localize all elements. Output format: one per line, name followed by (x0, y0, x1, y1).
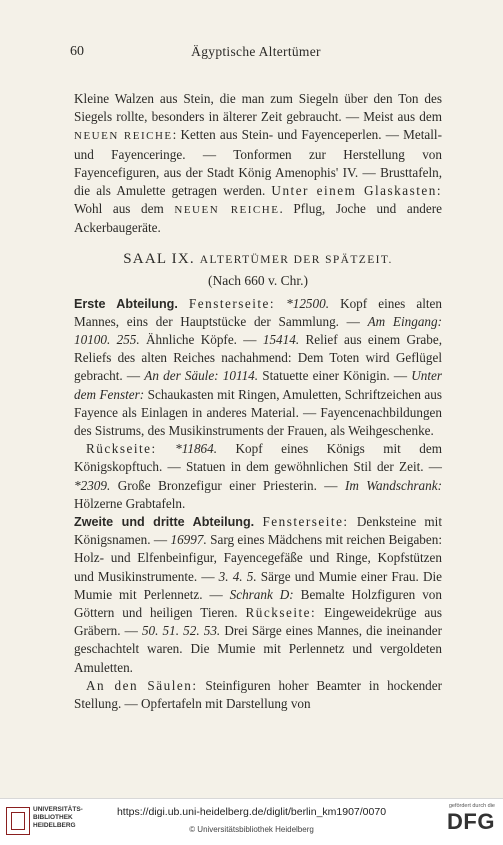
funder-note: gefördert durch die (448, 803, 495, 809)
viewer-footer (0, 798, 503, 845)
paragraph-first-division: Erste Abteilung. Fensterseite: *12500. Kopf eines alten Mannes, eins der Hauptstücke der Sammlung. — Am Eingang: 10100. 255. Ähnliche Köpfe. — 15414. Relief aus einem Grabe, Reliefs des alten Reiches nachahmend: Dem Toten wird Geflügel gebracht. — An der Säule: 10114. Statuette einer Königin. — Unter dem Fenster: Schaukasten mit Ringen, Amuletten, Schriftzeichen aus Fayence als Einlagen in anderes Material. — Fayencenachbildungen des Sistrums, des Musikinstruments der Frauen, als Weihgeschenke. (74, 295, 443, 439)
copyright-notice: © Universitätsbibliothek Heidelberg (189, 825, 314, 834)
permalink-url[interactable]: https://digi.ub.uni-heidelberg.de/diglit/berlin_km1907/0070 (116, 806, 387, 818)
running-title: Ägyptische Altertümer (191, 44, 321, 59)
dfg-logo[interactable] (433, 803, 495, 841)
saal-title: SAAL IX. (123, 250, 195, 267)
library-logo-text: UNIVERSITÄTS- BIBLIOTHEK HEIDELBERG (33, 806, 83, 829)
saal-subtitle: ALTERTÜMER DER SPÄTZEIT. (199, 253, 393, 266)
paragraph-small-finds: Kleine Walzen aus Stein, die man zum Siegeln über den Ton des Siegels rollte, besonders in älterer Zeit gebraucht. — Meist aus dem NEUEN REICHE: Ketten aus Stein- und Fayenceperlen. — Metall- und Fayenceringe. — Tonformen zur Herstellung von Fayencefiguren, aus der Stadt König Amenophis' IV. — Brusttafeln, die als Amulette getragen werden. Unter einem Glaskasten: Wohl aus dem NEUEN REICHE. Pflug, Joche und andere Ackerbaugeräte. (74, 91, 443, 236)
dfg-wordmark: DFG (447, 808, 495, 834)
page-header (70, 44, 442, 64)
section-date: (Nach 660 v. Chr.) (208, 272, 308, 288)
paragraph-back-side: Rückseite: *11864. Kopf eines Königs mit dem Königskopftuch. — Statuen in dem gewöhnlichen Stil der Zeit. — *2309. Große Bronzefigur einer Priesterin. — Im Wandschrank: Hölzerne Grabtafeln. (74, 441, 443, 511)
page-number: 60 (70, 44, 84, 59)
page-body (74, 90, 442, 713)
paragraph-second-third-division: Zweite und dritte Abteilung. Fensterseite: Denksteine mit Königsnamen. — 16997. Sarg eines Mädchens mit reichen Beigaben: Holz- und Elfenbeinfigur, Fayencegefäße und Ringe, Kopfstützen und Musikinstrumente. — 3. 4. 5. Särge und Mumie einer Frau. Die Mumie mit Perlennetz. — Schrank D: Bemalte Holzfiguren von Göttern und heiligen Tieren. Rückseite: Eingeweidekrüge aus Gräbern. — 50. 51. 52. 53. Drei Särge eines Mannes, die ineinander geschachtelt waren. Die Mumie mit Perlennetz und vergoldeten Amuletten. (74, 514, 443, 675)
section-heading (74, 248, 442, 271)
paragraph-columns: An den Säulen: Steinfiguren hoher Beamter in hockender Stellung. — Opfertafeln mit Darstellung von (74, 677, 442, 712)
